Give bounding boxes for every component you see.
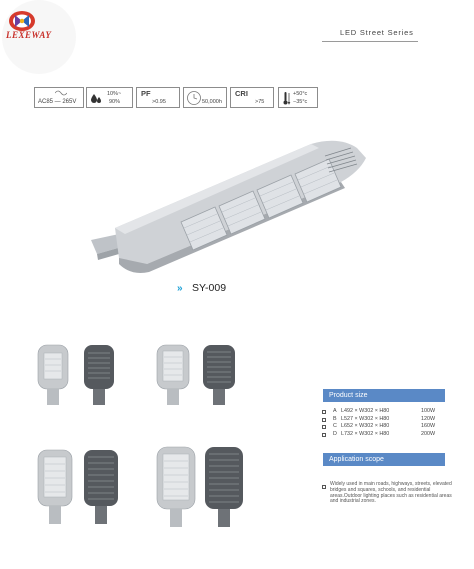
spec-voltage: AC85 — 265V — [34, 87, 84, 108]
size-dimensions: L527 × W302 × H80 — [341, 415, 390, 422]
brand-name: LEXEWAY — [6, 30, 52, 40]
size-power: 100W — [421, 408, 436, 414]
size-power: 120W — [421, 415, 436, 422]
variant-d-image — [155, 445, 261, 529]
spec-temperature: +50°c −35°c — [278, 87, 318, 108]
checkbox-icon — [322, 425, 326, 429]
application-scope-heading: Application scope — [323, 453, 445, 466]
size-dimensions: L652 × W302 × H80 — [341, 423, 390, 430]
spec-lifetime: 50,000h — [183, 87, 227, 108]
checkbox-icon — [322, 433, 326, 437]
variant-c-image — [36, 448, 132, 526]
size-letter: A — [333, 408, 337, 414]
spec-power-factor: PF >0.95 — [136, 87, 180, 108]
model-name: SY-009 — [192, 282, 227, 294]
clock-icon — [186, 90, 202, 106]
water-drop-icon — [90, 93, 102, 104]
product-size-heading: Product size — [323, 389, 445, 402]
spec-humidity: 10%~ 90% — [86, 87, 133, 108]
street-light-image — [89, 136, 371, 286]
variant-b-image — [155, 343, 251, 407]
size-dimensions: L492 × W302 × H80 — [341, 408, 390, 414]
spec-cri: CRI >75 — [230, 87, 274, 108]
ac-wave-icon — [55, 90, 67, 96]
application-text: Widely used in main roads, highways, streets, elevated bridges and squares, schools, and residential areas.Outdoor lighting places such as residential areas and industrial zones. — [330, 481, 452, 505]
size-power: 160W — [421, 423, 436, 430]
checkbox-icon — [322, 410, 326, 414]
size-dimensions: L732 × W302 × H80 — [341, 430, 390, 437]
checkbox-icon — [322, 485, 326, 489]
brand-logo — [7, 10, 37, 32]
size-letter: C — [333, 423, 337, 430]
variant-a-image — [36, 343, 132, 407]
size-letter: D — [333, 430, 337, 437]
title-underline — [322, 41, 418, 42]
thermometer-icon — [283, 91, 291, 106]
checkbox-icon — [322, 418, 326, 422]
chevron-right-icon: » — [177, 283, 183, 294]
size-power: 200W — [421, 430, 436, 437]
series-title: LED Street Series — [340, 28, 414, 37]
size-letter: B — [333, 415, 337, 422]
